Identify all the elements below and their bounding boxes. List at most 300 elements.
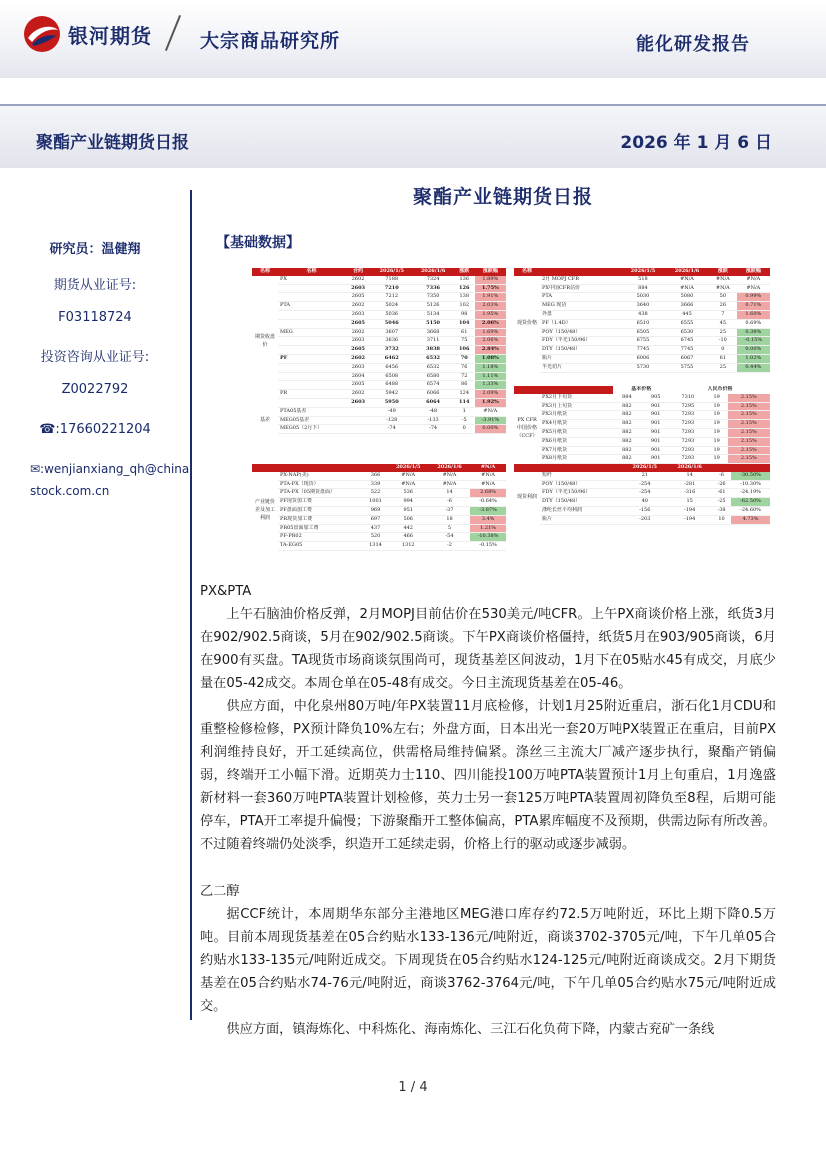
- cell-name: PX4月纸货: [540, 420, 613, 429]
- column-header: 涨跌幅: [475, 268, 506, 276]
- cell-b: 6532: [412, 363, 453, 372]
- cell-d: -37: [429, 506, 470, 515]
- cell-d: -10: [709, 337, 737, 346]
- cell-d: 102: [454, 302, 475, 311]
- table-row: [252, 381, 506, 390]
- cell-name: 2月 MOPJ CFR: [540, 276, 621, 284]
- column-header: 名称: [278, 268, 345, 276]
- px-cfr-table: [514, 386, 770, 464]
- cell-a: 40: [622, 498, 667, 507]
- cell-p: 1.11%: [475, 372, 506, 381]
- cell-p: 0.44%: [737, 363, 770, 372]
- cell-name: [278, 372, 345, 381]
- table-header-row: [514, 386, 770, 394]
- column-header: 2026/1/5: [371, 268, 412, 276]
- report-body: [200, 580, 776, 1041]
- cell-b: 3838: [412, 346, 453, 355]
- cell-name: PR现货加工费: [278, 515, 363, 524]
- table-row: [514, 354, 770, 363]
- cell-p: 1.89%: [475, 276, 506, 284]
- cell-p: 2.15%: [728, 428, 770, 437]
- column-header: [514, 464, 540, 472]
- cell-a: 882: [613, 428, 642, 437]
- cell-b: #N/A: [388, 472, 429, 480]
- paragraph: 上午石脑油价格反弹，2月MOPJ目前估价在530美元/吨CFR。上午PX商谈价格上涨，纸货3月在902/902.5商谈，5月在902/902.5商谈。下午PX商谈价格僵持，纸货5月在903/905商谈，6月在900有买盘。TA现货市场商谈氛围尚可，现货基差区间波动，1月下在05贴水45有成交，月底少量在05-42成交。本周仓单在05-48有成交。今日主流现货基差在05-46。: [200, 607, 776, 691]
- cell-b: -316: [667, 489, 712, 498]
- cell-d: 0: [454, 425, 475, 434]
- cell-d: -6: [429, 498, 470, 507]
- advisory-label: 投资咨询从业证号:: [40, 350, 150, 365]
- cell-b: -281: [667, 480, 712, 489]
- cell-a: 3607: [371, 328, 412, 337]
- paragraph: 据CCF统计，本周期华东部分主港地区MEG港口库存约72.5万吨附近，环比上期下降0.5万吨。目前本周现货基差在05合约贴水133-136元/吨附近，商谈3702-3705元/吨，下午几单05合约贴水133-135元/吨附近成交。下周现货在05合约贴水124-125元/吨附近商谈成交。2月下期货基差在05合约贴水74-76元/吨附近，商谈3762-3764元/吨，下午几单05合约贴水75元/吨附近成交。: [200, 907, 776, 1014]
- table-row: [514, 402, 770, 411]
- cell-a: 6006: [621, 354, 665, 363]
- table-row: [514, 337, 770, 346]
- cell-d: 25: [709, 363, 737, 372]
- cell-p: #N/A: [737, 284, 770, 293]
- cell-b: 5080: [665, 293, 709, 302]
- table-header-row: [252, 268, 506, 276]
- cell-d: 106: [454, 346, 475, 355]
- cell-c: 2602: [345, 302, 371, 311]
- cell-p: -62.50%: [731, 498, 770, 507]
- cell-d: -5: [454, 416, 475, 425]
- cell-p: 0.71%: [737, 302, 770, 311]
- cell-d: -25: [712, 498, 731, 507]
- table-row: [252, 284, 506, 293]
- cell-a: 6505: [621, 328, 665, 337]
- column-header: #N/A: [470, 464, 506, 472]
- cell-d: 75: [454, 337, 475, 346]
- cell-b: -194: [667, 506, 712, 515]
- cell-b: 905: [641, 394, 670, 402]
- table-row: [252, 489, 506, 498]
- cell-a: 7745: [621, 346, 665, 355]
- cell-d: 138: [454, 293, 475, 302]
- cell-b: 901: [641, 428, 670, 437]
- cell-p: 1.08%: [475, 354, 506, 363]
- cell-c: [345, 416, 371, 425]
- cell-name: PX: [278, 276, 345, 284]
- cell-p: -24.19%: [731, 489, 770, 498]
- cell-name: PR05盘面加工费: [278, 524, 363, 533]
- cell-name: PX6月纸货: [540, 437, 613, 446]
- cell-name: PF: [278, 354, 345, 363]
- table-row: [514, 310, 770, 319]
- basic-data-tables: [252, 268, 770, 554]
- cell-a: 21: [622, 472, 667, 480]
- table-row: [514, 394, 770, 402]
- cell-name: PTA05基差: [278, 407, 345, 416]
- cell-a: 1314: [363, 542, 387, 551]
- cell-name: 短纤: [540, 472, 622, 480]
- spread-profit-table: [252, 464, 506, 551]
- cell-name: TA-EG05: [278, 542, 363, 551]
- cell-a: 882: [613, 420, 642, 429]
- table-row: [514, 498, 770, 507]
- cell-d: 19: [706, 437, 728, 446]
- column-header: [712, 464, 731, 472]
- cell-d: 126: [454, 284, 475, 293]
- cell-name: MEG: [278, 328, 345, 337]
- cell-c: 2602: [345, 390, 371, 399]
- cell-b: 6745: [665, 337, 709, 346]
- paragraph: 供应方面，镇海炼化、中科炼化、海南炼化、三江石化负荷下降，内蒙古兖矿一条线: [226, 1022, 715, 1037]
- table-row: [252, 472, 506, 480]
- cell-name: MEG 现货: [540, 302, 621, 311]
- header-divider: [165, 15, 181, 51]
- cell-c: 7295: [670, 402, 706, 411]
- cell-a: 6462: [371, 354, 412, 363]
- cell-b: 6555: [665, 319, 709, 328]
- cell-name: PTA-PX（05期货盘面）: [278, 489, 363, 498]
- table-row: [514, 489, 770, 498]
- cell-b: -194: [667, 515, 712, 524]
- cell-a: 522: [363, 489, 387, 498]
- table-row: [252, 480, 506, 489]
- cell-name: 瓶片: [540, 354, 621, 363]
- cell-c: 2605: [345, 346, 371, 355]
- column-header: 涨跌幅: [737, 268, 770, 276]
- column-header: 基本价格: [613, 386, 671, 394]
- cell-d: 25: [709, 328, 737, 337]
- cell-b: 536: [388, 489, 429, 498]
- cell-p: 1.91%: [475, 293, 506, 302]
- cell-name: [278, 319, 345, 328]
- license-label: 期货从业证号:: [53, 278, 137, 293]
- table-row: [514, 276, 770, 284]
- cell-a: -254: [622, 480, 667, 489]
- cell-p: -10.30%: [731, 480, 770, 489]
- table-row: [514, 284, 770, 293]
- report-date: 2026 年 1 月 6 日: [620, 133, 772, 153]
- cell-a: 5046: [371, 319, 412, 328]
- spot-price-table: [514, 268, 770, 373]
- cell-name: [278, 363, 345, 372]
- cell-c: 7310: [670, 394, 706, 402]
- cell-a: 882: [613, 446, 642, 455]
- cell-p: 2.84%: [475, 346, 506, 355]
- cell-p: 2.06%: [475, 337, 506, 346]
- cell-c: 2603: [345, 398, 371, 407]
- table-row: [252, 354, 506, 363]
- cell-p: 0.00%: [475, 425, 506, 434]
- cell-d: #N/A: [429, 480, 470, 489]
- cell-a: 5036: [371, 310, 412, 319]
- cell-p: -3.91%: [475, 416, 506, 425]
- cell-b: 3668: [412, 328, 453, 337]
- cell-d: #N/A: [429, 472, 470, 480]
- cell-p: 1.21%: [470, 524, 506, 533]
- cell-p: 2.15%: [728, 411, 770, 420]
- cell-d: 19: [706, 411, 728, 420]
- cell-a: 437: [363, 524, 387, 533]
- spot-profit-table: [514, 464, 770, 525]
- cell-p: 2.15%: [728, 437, 770, 446]
- futures-price-table: [252, 268, 506, 434]
- cell-a: 3640: [621, 302, 665, 311]
- analyst-sidebar: [0, 240, 190, 502]
- cell-a: -254: [622, 489, 667, 498]
- column-header: [540, 464, 622, 472]
- column-header: 2026/1/6: [412, 268, 453, 276]
- cell-d: 50: [709, 293, 737, 302]
- advisory-value: Z0022792: [61, 382, 129, 397]
- cell-c: [345, 407, 371, 416]
- cell-a: 5730: [621, 363, 665, 372]
- cell-a: 7210: [371, 284, 412, 293]
- table-row: [514, 363, 770, 372]
- row-category: PX CFR中国价格（CCF）: [516, 417, 538, 439]
- analyst-name: 研究员：温健翔: [49, 242, 141, 257]
- row-category: 产业链价差及加工利润: [254, 499, 275, 522]
- cell-c: 2605: [345, 381, 371, 390]
- cell-name: DTY（150/48）: [540, 498, 622, 507]
- column-header: 名称: [514, 268, 540, 276]
- cell-b: 15: [667, 498, 712, 507]
- row-category: 现货价格: [516, 320, 537, 327]
- cell-name: PX2月下旬货: [540, 394, 613, 402]
- cell-b: 3711: [412, 337, 453, 346]
- cell-a: 7188: [371, 276, 412, 284]
- table-row: [514, 302, 770, 311]
- table-header-row: [514, 268, 770, 276]
- column-header: 涨跌: [454, 268, 475, 276]
- cell-name: FDY（半光150/96）: [540, 337, 621, 346]
- cell-a: 6488: [371, 381, 412, 390]
- cell-b: 994: [388, 498, 429, 507]
- cell-d: 1: [454, 407, 475, 416]
- column-header: [731, 464, 770, 472]
- cell-name: PF（1.4D）: [540, 319, 621, 328]
- cell-p: 2.06%: [475, 319, 506, 328]
- page-number: 1 / 4: [398, 1080, 428, 1095]
- cell-a: 3732: [371, 346, 412, 355]
- cell-c: 2605: [345, 293, 371, 302]
- brand-name: 银河期货: [68, 23, 152, 48]
- cell-p: 0.38%: [737, 328, 770, 337]
- cell-d: 136: [454, 276, 475, 284]
- column-header: [514, 386, 540, 394]
- table-header-row: [514, 464, 770, 472]
- table-row: [514, 480, 770, 489]
- cell-c: 2603: [345, 337, 371, 346]
- table-row: [514, 515, 770, 524]
- cell-p: 0.69%: [737, 319, 770, 328]
- cell-p: 1.95%: [475, 310, 506, 319]
- cell-d: #N/A: [709, 276, 737, 284]
- cell-p: -30.50%: [731, 472, 770, 480]
- cell-d: 76: [454, 363, 475, 372]
- cell-a: -203: [622, 515, 667, 524]
- cell-a: 884: [613, 394, 642, 402]
- cell-b: 442: [388, 524, 429, 533]
- cell-name: [278, 293, 345, 302]
- table-row: [252, 425, 506, 434]
- column-header: 2026/1/5: [622, 464, 667, 472]
- cell-name: PX3月纸货: [540, 411, 613, 420]
- cell-p: 2.68%: [470, 489, 506, 498]
- row-category: 基差: [259, 416, 270, 423]
- cell-d: -54: [429, 533, 470, 542]
- paragraph: 供应方面，中化泉州80万吨/年PX装置11月底检修，计划1月25附近重启，浙石化1月CDU和重整检修检修，PX预计降负10%左右；外盘方面，日本出光一套20万吨PX装置正在重启，目前PX利润维持良好，开工延续高位，供需格局维持偏紧。涤丝三主流大厂减产逐步执行，聚酯产销偏弱，终端开工小幅下滑。近期英力士110、四川能投100万吨PTA装置预计1月上旬重启，1月逸盛新材料一套360万吨PTA装置计划检修，英力士另一套125万吨PTA装置周初降负至8程，后期可能停车，PTA开工率提升偏慢；下游聚酯开工整体偏高，PTA累库幅度不及预期，供需边际有所改善。不过随着终端仍处淡季，织造开工延续走弱，价格上行的驱动或逐步减弱。: [200, 699, 776, 852]
- cell-a: 339: [363, 480, 387, 489]
- cell-d: 18: [429, 515, 470, 524]
- org-name: 大宗商品研究所: [200, 30, 341, 52]
- cell-b: 6067: [665, 354, 709, 363]
- cell-b: 951: [388, 506, 429, 515]
- cell-name: PX5月纸货: [540, 428, 613, 437]
- cell-a: 438: [621, 310, 665, 319]
- cell-p: -0.15%: [737, 337, 770, 346]
- cell-d: 72: [454, 372, 475, 381]
- cell-p: 1.69%: [475, 328, 506, 337]
- galaxy-logo-icon: [22, 14, 62, 54]
- table-row: [252, 524, 506, 533]
- cell-c: 7293: [670, 411, 706, 420]
- cell-b: 7336: [412, 284, 453, 293]
- cell-p: -0.15%: [470, 542, 506, 551]
- cell-d: 19: [706, 420, 728, 429]
- cell-b: 445: [665, 310, 709, 319]
- subhead-meg: 乙二醇: [200, 884, 240, 899]
- table-row: [252, 372, 506, 381]
- cell-c: 2604: [345, 372, 371, 381]
- cell-name: PX7月纸货: [540, 446, 613, 455]
- cell-name: PX3月上旬货: [540, 402, 613, 411]
- cell-name: 半光切片: [540, 363, 621, 372]
- cell-a: 882: [613, 411, 642, 420]
- cell-name: PF-PR02: [278, 533, 363, 542]
- cell-a: 882: [613, 437, 642, 446]
- email-address[interactable]: ✉:wenjianxiang_qh@chinastock.com.cn: [30, 462, 190, 498]
- cell-a: 882: [613, 402, 642, 411]
- cell-name: [278, 310, 345, 319]
- cell-c: 2602: [345, 328, 371, 337]
- cell-b: 7350: [412, 293, 453, 302]
- cell-b: #N/A: [665, 284, 709, 293]
- cell-a: 366: [363, 472, 387, 480]
- cell-p: -24.60%: [731, 506, 770, 515]
- table-row: [252, 293, 506, 302]
- table-row: [514, 472, 770, 480]
- cell-b: 7324: [412, 276, 453, 284]
- cell-p: #N/A: [470, 480, 506, 489]
- cell-p: #N/A: [470, 472, 506, 480]
- table-row: [514, 420, 770, 429]
- table-row: [514, 455, 770, 464]
- phone-number: ☎:17660221204: [39, 422, 151, 437]
- cell-c: 2602: [345, 276, 371, 284]
- cell-b: 901: [641, 411, 670, 420]
- cell-b: 5150: [412, 319, 453, 328]
- row-category: 期货收盘价: [254, 333, 275, 348]
- table-row: [252, 390, 506, 399]
- cell-d: 5: [429, 524, 470, 533]
- cell-b: 5134: [412, 310, 453, 319]
- table-row: [514, 437, 770, 446]
- cell-p: 1.02%: [737, 354, 770, 363]
- cell-d: 86: [454, 381, 475, 390]
- column-header: 涨跌: [709, 268, 737, 276]
- cell-b: 6580: [412, 372, 453, 381]
- cell-d: 45: [709, 319, 737, 328]
- cell-d: -6: [712, 472, 731, 480]
- table-row: [514, 293, 770, 302]
- cell-p: 1.92%: [475, 398, 506, 407]
- cell-name: PR: [278, 390, 345, 399]
- cell-name: DTY（150/48）: [540, 346, 621, 355]
- cell-name: [278, 381, 345, 390]
- table-row: [252, 515, 506, 524]
- section-basic-data: 【基础数据】: [216, 235, 300, 251]
- table-row: [252, 310, 506, 319]
- cell-a: 697: [363, 515, 387, 524]
- cell-b: 5126: [412, 302, 453, 311]
- cell-c: 2602: [345, 354, 371, 363]
- cell-d: 0: [709, 346, 737, 355]
- column-header: 2026/1/6: [667, 464, 712, 472]
- cell-a: 6510: [621, 319, 665, 328]
- cell-p: -10.38%: [470, 533, 506, 542]
- table-row: [252, 542, 506, 551]
- table-row: [252, 363, 506, 372]
- cell-name: PX中国CFR估价: [540, 284, 621, 293]
- table-row: [514, 506, 770, 515]
- cell-d: 19: [706, 446, 728, 455]
- cell-a: -156: [622, 506, 667, 515]
- cell-a: 5030: [621, 293, 665, 302]
- report-type: 能化研发报告: [636, 34, 750, 55]
- cell-b: 6532: [412, 354, 453, 363]
- cell-name: PTA: [540, 293, 621, 302]
- cell-b: 506: [388, 515, 429, 524]
- cell-b: 3666: [665, 302, 709, 311]
- cell-d: 70: [454, 354, 475, 363]
- cell-d: #N/A: [709, 284, 737, 293]
- cell-b: -48: [412, 407, 453, 416]
- cell-d: 104: [454, 319, 475, 328]
- cell-name: PX8月纸货: [540, 455, 613, 464]
- cell-b: #N/A: [388, 480, 429, 489]
- table-row: [514, 319, 770, 328]
- cell-d: 14: [429, 489, 470, 498]
- cell-p: 2.15%: [728, 420, 770, 429]
- cell-d: 7: [709, 310, 737, 319]
- cell-a: 5942: [371, 390, 412, 399]
- cell-name: MEG05基差: [278, 416, 345, 425]
- cell-d: 26: [709, 302, 737, 311]
- cell-p: 2.15%: [728, 455, 770, 464]
- cell-a: 6456: [371, 363, 412, 372]
- cell-name: PF现货加工费: [278, 498, 363, 507]
- cell-a: 882: [613, 455, 642, 464]
- cell-a: 6508: [371, 372, 412, 381]
- cell-a: -128: [371, 416, 412, 425]
- cell-p: #N/A: [475, 407, 506, 416]
- license-value: F03118724: [58, 310, 132, 325]
- cell-d: 124: [454, 390, 475, 399]
- column-header: [252, 464, 278, 472]
- table-row: [252, 398, 506, 407]
- column-header: 2026/1/6: [429, 464, 470, 472]
- cell-a: 5950: [371, 398, 412, 407]
- cell-name: POY（150/48）: [540, 480, 622, 489]
- cell-d: -26: [712, 480, 731, 489]
- cell-p: 0.99%: [737, 293, 770, 302]
- cell-name: PTA: [278, 302, 345, 311]
